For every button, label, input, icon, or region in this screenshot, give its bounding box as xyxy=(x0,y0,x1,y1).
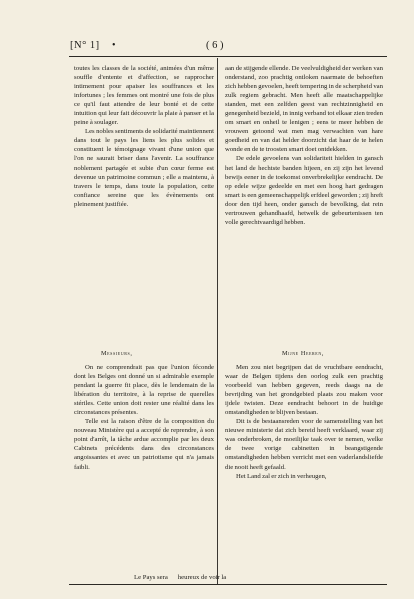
page-number: ( 6 ) xyxy=(206,40,224,51)
header-rule xyxy=(69,56,387,57)
header-dot: • xyxy=(112,40,116,51)
fr-paragraph-2: Les nobles sentiments de solidarité maintiennent dans tout le pays les liens les plus solides et constituent le témoignage vivant d'une union que l'on ne saurait briser dans l'avenir. La souffrance noblement partagée et subie d'un cœur ferme est devenue un patrimoine commun ; elle a maintenu, à travers le temps, dans toute la population, cette confiance sereine que les évènements ont pleinement justifiée. xyxy=(74,128,214,208)
closing-line-part-b: heureux de voir la xyxy=(177,574,227,581)
nl-paragraph-2: De edele gevoelens van solidariteit hielden in gansch het land de hechtste banden hijeen, en zij zijn het levend bewijs eener in de toekomst onverbrekelijke eendracht. De op edele wijze gedeelde en met een hoog hart gedragen smart is een gemeenschappelijk erfdeel geworden ; zij hreft door den tijd heen, onder gansch de bevolking, dat rein vertrouwen gehandhaafd, hetwelk de gebeurtenissen ten volle gerechtvaardigd hebben. xyxy=(225,155,383,226)
dutch-column-top xyxy=(225,64,383,227)
dutch-column-bottom xyxy=(225,363,383,481)
column-divider xyxy=(217,58,218,584)
fr-paragraph-3: On ne comprendrait pas que l'union féconde dont les Belges ont donné un si admirable exemple pendant la guerre fit place, dès le lendemain de la libération du territoire, à la reprise de querelles stériles. Cette union doit rester une réalité dans les circonstances présentes. xyxy=(74,364,214,417)
nl-paragraph-4: Dit is de bestaansreden voor de samenstelling van het nieuwe ministerie dat zich bereid heeft verklaard, waar zij was onderbroken, de moeilijke taak over te nemen, welke de twee vorige cabinetten in beangstigende omstandigheden hebben verricht met een vaderlandsliefde die nooit heeft gefaald. xyxy=(225,418,383,471)
issue-number: [N° 1] xyxy=(70,40,100,51)
fr-paragraph-4: Telle est la raison d'être de la composition du nouveau Ministère qui a accepté de reprendre, à son point d'arrêt, la tâche ardue accomplie par les deux Cabinets précédents dans des circonstances angoissantes et avec un patriotisme qui n'a jamais faibli. xyxy=(74,418,214,471)
french-closing-line xyxy=(134,574,226,581)
french-column-bottom xyxy=(74,363,214,472)
footer-rule xyxy=(69,584,387,585)
nl-paragraph-3: Men zou niet begrijpen dat de vruchtbare eendracht, waar de Belgen tijdens den oorlog zulk een prachtig voorbeeld van hebben gegeven, reeds daags na de bevrijding van het grondgebied plaats zou maken voor ijdele twisten. Deze eendracht behoort in de huidige omstandigheden te blijven bestaan. xyxy=(225,364,383,417)
closing-line-part-a: Le Pays sera xyxy=(134,574,168,581)
nl-paragraph-5: Het Land zal er zich in verheugen, xyxy=(236,472,327,480)
fr-paragraph-1: toutes les classes de la société, animées d'un même souffle d'entente et d'affection, se rapprocher intimement pour apaiser les souffrances et les infortunes ; les femmes ont montré une fois de plus ce qu'il faut attendre de leur bonté et de cette intuition qui leur fait découvrir la plaie à panser et la peine à soulager. xyxy=(74,65,214,127)
french-column-top xyxy=(74,64,214,209)
salutation-dutch: Mijne Heeren, xyxy=(282,350,324,357)
salutation-french: Messieurs, xyxy=(101,350,133,357)
nl-paragraph-1: aan de stijgende ellende. De veelvuldigheid der werken van onderstand, zoo prachtig ontloken naarmate de behoeften zich hebben gevoelen, heeft tempering in de scherpheid van zulk regiem gebracht. Men heeft alle maatschappelijke standen, met een zelfden geest van rechtzinnigheid en genegenheid bezield, in innig verband tot elkaar zien treden om smart en onheil te lenigen ; eens te meer hebben de vrouwen getoond wat men mag verwachten van hare goedheid en van dat helder doorzicht dat haar de te helen wonde en de te troosten smart doet ontdekken. xyxy=(225,65,383,154)
